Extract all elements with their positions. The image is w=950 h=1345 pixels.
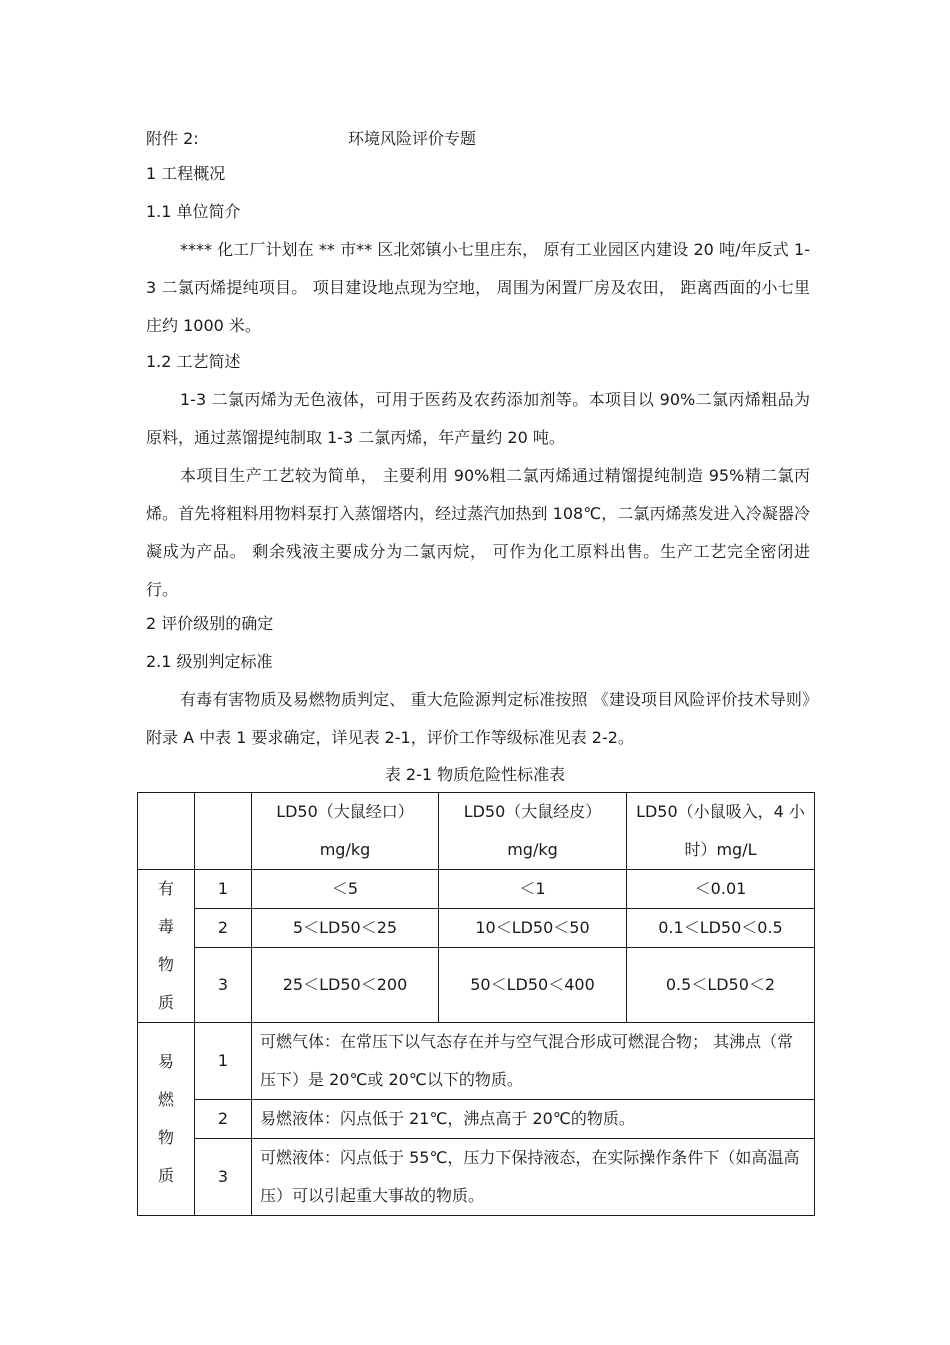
level-cell: 1 — [195, 870, 252, 909]
header-inhalation: LD50（小鼠吸入，4 小时）mg/L — [627, 793, 815, 870]
flammable-description: 可燃气体：在常压下以气态存在并与空气混合形成可燃混合物； 其沸点（常压下）是 20℃或 20℃以下的物质。 — [252, 1023, 815, 1100]
criteria-paragraph — [146, 681, 810, 757]
table-row — [138, 1023, 815, 1100]
table-header-row — [138, 793, 815, 870]
oral-value: 25＜LD50＜200 — [252, 948, 439, 1023]
table-row — [138, 870, 815, 909]
section-1-1-heading: 1.1 单位简介 — [146, 202, 241, 221]
criteria-text: 有毒有害物质及易燃物质判定、 重大危险源判定标准按照 《建设项目风险评价技术导则》附录 A 中表 1 要求确定，详见表 2-1，评价工作等级标准见表 2-2。 — [146, 690, 810, 747]
table-row — [138, 948, 815, 1023]
level-cell: 2 — [195, 909, 252, 948]
section-1-heading: 1 工程概况 — [146, 164, 226, 183]
company-intro-paragraph — [146, 231, 810, 345]
document-title: 环境风险评价专题 — [348, 129, 477, 148]
table-row — [138, 909, 815, 948]
empty-header-cell — [138, 793, 195, 870]
section-1-2-heading: 1.2 工艺简述 — [146, 352, 241, 371]
level-cell: 3 — [195, 948, 252, 1023]
attachment-label: 附件 2: — [146, 129, 199, 148]
process-paragraph-2 — [146, 457, 810, 609]
inhalation-value: 0.1＜LD50＜0.5 — [627, 909, 815, 948]
section-2-heading: 2 评价级别的确定 — [146, 614, 274, 633]
flammable-category-cell: 易燃物质 — [138, 1023, 195, 1216]
dermal-value: 10＜LD50＜50 — [439, 909, 627, 948]
dermal-value: 50＜LD50＜400 — [439, 948, 627, 1023]
dermal-value: ＜1 — [439, 870, 627, 909]
table-row — [138, 1100, 815, 1139]
table-caption: 表 2-1 物质危险性标准表 — [384, 765, 566, 784]
inhalation-value: ＜0.01 — [627, 870, 815, 909]
empty-header-cell — [195, 793, 252, 870]
inhalation-value: 0.5＜LD50＜2 — [627, 948, 815, 1023]
process-text-1: 1-3 二氯丙烯为无色液体，可用于医药及农药添加剂等。本项目以 90%二氯丙烯粗品为原料，通过蒸馏提纯制取 1-3 二氯丙烯，年产量约 20 吨。 — [146, 390, 810, 447]
header-dermal: LD50（大鼠经皮）mg/kg — [439, 793, 627, 870]
flammable-description: 易燃液体：闪点低于 21℃，沸点高于 20℃的物质。 — [252, 1100, 815, 1139]
level-cell: 2 — [195, 1100, 252, 1139]
process-text-2: 本项目生产工艺较为简单， 主要利用 90%粗二氯丙烯通过精馏提纯制造 95%精二氯丙烯。首先将粗料用物料泵打入蒸馏塔内，经过蒸汽加热到 108℃，二氯丙烯蒸发进入冷凝器冷凝成为产品。 剩余残液主要成分为二氯丙烷， 可作为化工原料出售。生产工艺完全密闭进行。 — [146, 466, 810, 599]
hazard-standard-table — [137, 792, 815, 1216]
attachment-heading — [146, 126, 477, 149]
company-intro-text: **** 化工厂计划在 ** 市** 区北郊镇小七里庄东， 原有工业园区内建设 20 吨/年反式 1-3 二氯丙烯提纯项目。 项目建设地点现为空地， 周围为闲置厂房及农田， 距离西面的小七里庄约 1000 米。 — [146, 240, 810, 335]
process-paragraph-1 — [146, 381, 810, 457]
section-2-1-heading: 2.1 级别判定标准 — [146, 652, 273, 671]
toxic-category-cell: 有毒物质 — [138, 870, 195, 1023]
oral-value: 5＜LD50＜25 — [252, 909, 439, 948]
level-cell: 3 — [195, 1139, 252, 1216]
level-cell: 1 — [195, 1023, 252, 1100]
flammable-description: 可燃液体：闪点低于 55℃，压力下保持液态，在实际操作条件下（如高温高压）可以引起重大事故的物质。 — [252, 1139, 815, 1216]
table-row — [138, 1139, 815, 1216]
oral-value: ＜5 — [252, 870, 439, 909]
header-oral: LD50（大鼠经口）mg/kg — [252, 793, 439, 870]
